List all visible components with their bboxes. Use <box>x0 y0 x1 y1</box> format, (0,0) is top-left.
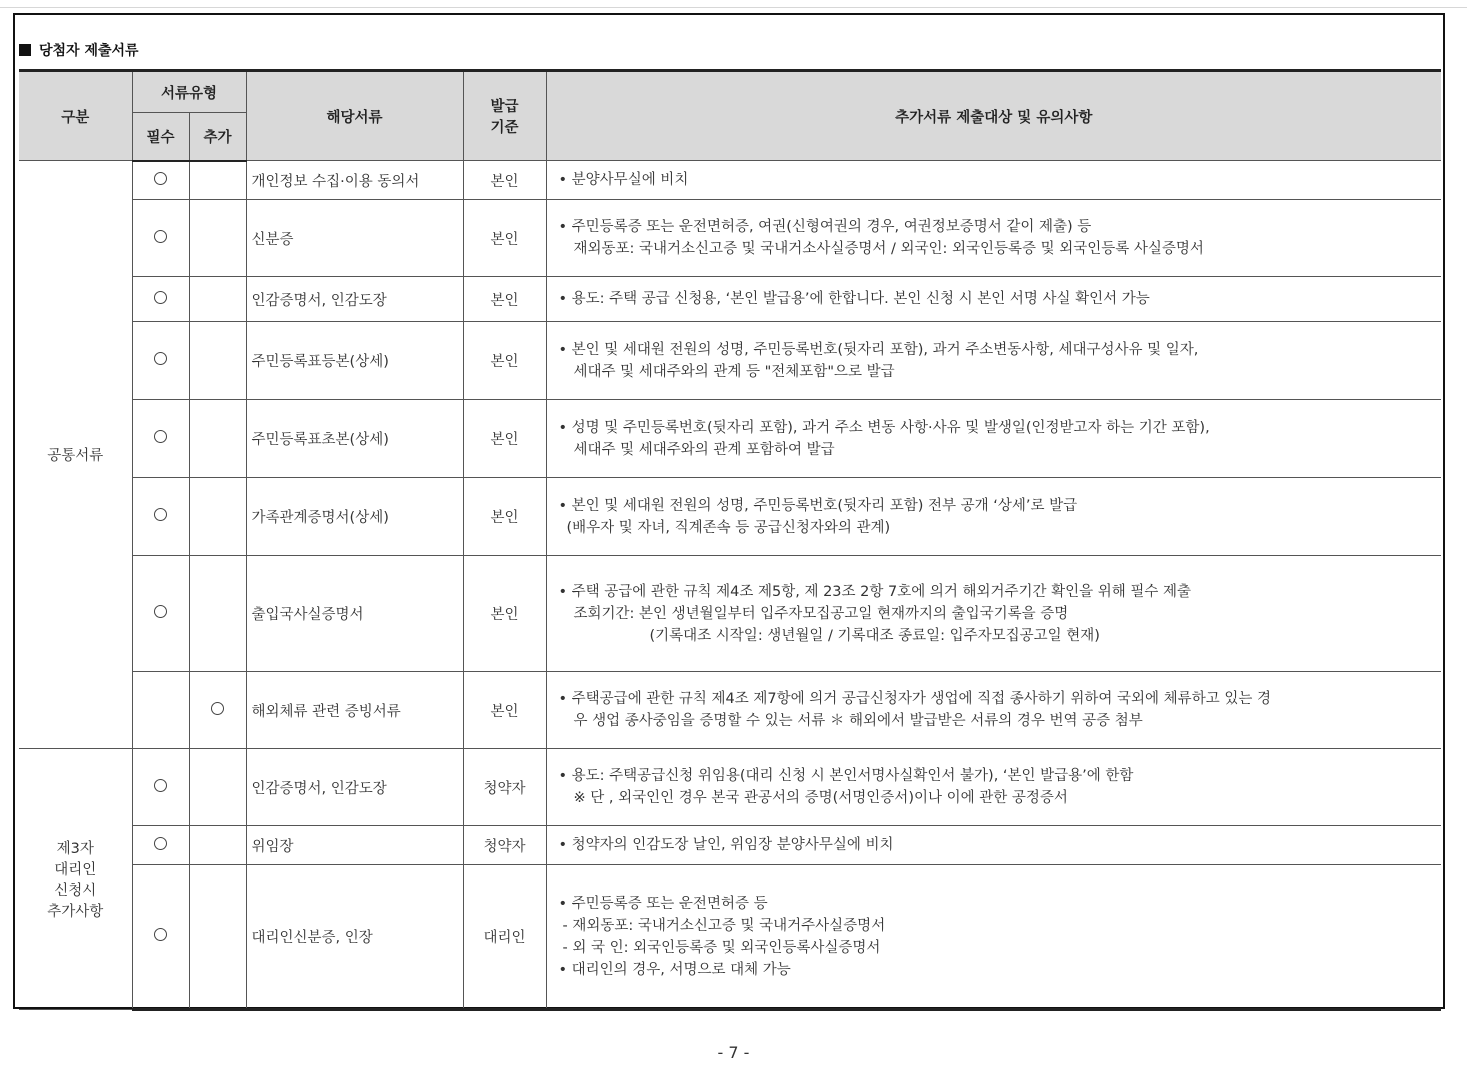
document-name: 인감증명서, 인감도장 <box>246 749 463 826</box>
circle-mark-icon <box>211 702 224 715</box>
additional-mark <box>189 672 246 749</box>
table-row <box>19 478 1441 556</box>
issue-basis: 본인 <box>463 277 546 322</box>
notes-cell: • 본인 및 세대원 전원의 성명, 주민등록번호(뒷자리 포함), 과거 주소변동사항, 세대구성사유 및 일자, 세대주 및 세대주와의 관계 등 "전체포함"으로 발급 <box>546 322 1441 400</box>
table-row <box>19 865 1441 1010</box>
required-mark <box>132 277 189 322</box>
circle-mark-icon <box>154 430 167 443</box>
document-name: 대리인신분증, 인장 <box>246 865 463 1010</box>
header-notes: 추가서류 제출대상 및 유의사항 <box>546 71 1441 161</box>
notes-cell: • 용도: 주택공급신청 위임용(대리 신청 시 본인서명사실확인서 불가), ‘본인 발급용’에 한함 ※ 단 , 외국인인 경우 본국 관공서의 증명(서명인증서)이나 이에 관한 공정증서 <box>546 749 1441 826</box>
table-row <box>19 749 1441 826</box>
notes-cell: • 주민등록증 또는 운전면허증, 여권(신형여권의 경우, 여권정보증명서 같이 제출) 등 재외동포: 국내거소신고증 및 국내거소사실증명서 / 외국인: 외국인등록증 및 외국인등록 사실증명서 <box>546 200 1441 277</box>
circle-mark-icon <box>154 172 167 185</box>
document-name: 인감증명서, 인감도장 <box>246 277 463 322</box>
additional-mark <box>189 200 246 277</box>
circle-mark-icon <box>154 352 167 365</box>
circle-mark-icon <box>154 779 167 792</box>
issue-basis: 본인 <box>463 478 546 556</box>
required-mark <box>132 826 189 865</box>
circle-mark-icon <box>154 605 167 618</box>
section-title: 당첨자 제출서류 <box>19 40 139 60</box>
circle-mark-icon <box>154 508 167 521</box>
header-required: 필수 <box>132 113 189 161</box>
issue-basis: 본인 <box>463 161 546 200</box>
group-common: 공통서류 <box>19 161 132 749</box>
circle-mark-icon <box>154 837 167 850</box>
notes-cell: • 주민등록증 또는 운전면허증 등 - 재외동포: 국내거소신고증 및 국내거주사실증명서 - 외 국 인: 외국인등록증 및 외국인등록사실증명서 • 대리인의 경우, 서명으로 대체 가능 <box>546 865 1441 1010</box>
table-row <box>19 161 1441 200</box>
top-divider <box>0 7 1467 8</box>
circle-mark-icon <box>154 291 167 304</box>
notes-cell: • 용도: 주택 공급 신청용, ‘본인 발급용’에 한합니다. 본인 신청 시 본인 서명 사실 확인서 가능 <box>546 277 1441 322</box>
required-mark <box>132 672 189 749</box>
document-name: 위임장 <box>246 826 463 865</box>
additional-mark <box>189 277 246 322</box>
table-row <box>19 322 1441 400</box>
additional-mark <box>189 478 246 556</box>
issue-basis: 본인 <box>463 322 546 400</box>
circle-mark-icon <box>154 230 167 243</box>
notes-cell: • 주택공급에 관한 규칙 제4조 제7항에 의거 공급신청자가 생업에 직접 종사하기 위하여 국외에 체류하고 있는 경 우 생업 종사중임을 증명할 수 있는 서류 ＊ 해외에서 발급받은 서류의 경우 번역 공증 첨부 <box>546 672 1441 749</box>
notes-cell: • 성명 및 주민등록번호(뒷자리 포함), 과거 주소 변동 사항·사유 및 발생일(인정받고자 하는 기간 포함), 세대주 및 세대주와의 관계 포함하여 발급 <box>546 400 1441 478</box>
issue-basis: 청약자 <box>463 826 546 865</box>
header-issue-basis: 발급 기준 <box>463 71 546 161</box>
issue-basis: 본인 <box>463 556 546 672</box>
document-name: 출입국사실증명서 <box>246 556 463 672</box>
document-name: 개인정보 수집·이용 동의서 <box>246 161 463 200</box>
additional-mark <box>189 556 246 672</box>
header-additional: 추가 <box>189 113 246 161</box>
additional-mark <box>189 322 246 400</box>
additional-mark <box>189 161 246 200</box>
additional-mark <box>189 865 246 1010</box>
required-mark <box>132 478 189 556</box>
required-mark <box>132 322 189 400</box>
page-number: - 7 - <box>717 1043 750 1062</box>
group-proxy: 제3자 대리인 신청시 추가사항 <box>19 749 132 1010</box>
table-row <box>19 672 1441 749</box>
header-category: 구분 <box>19 71 132 161</box>
additional-mark <box>189 400 246 478</box>
issue-basis: 대리인 <box>463 865 546 1010</box>
document-name: 가족관계증명서(상세) <box>246 478 463 556</box>
notes-cell: • 주택 공급에 관한 규칙 제4조 제5항, 제 23조 2항 7호에 의거 해외거주기간 확인을 위해 필수 제출 조회기간: 본인 생년월일부터 입주자모집공고일 현재까지의 출입국기록을 증명 (기록대조 시작일: 생년월일 / 기록대조 종료일: 입주자모집공고일 현재) <box>546 556 1441 672</box>
table-row <box>19 556 1441 672</box>
required-mark <box>132 749 189 826</box>
documents-table <box>19 69 1441 1011</box>
table-row <box>19 277 1441 322</box>
notes-cell: • 본인 및 세대원 전원의 성명, 주민등록번호(뒷자리 포함) 전부 공개 ‘상세’로 발급 (배우자 및 자녀, 직계존속 등 공급신청자와의 관계) <box>546 478 1441 556</box>
required-mark <box>132 161 189 200</box>
table-row <box>19 826 1441 865</box>
square-bullet-icon <box>19 44 31 56</box>
circle-mark-icon <box>154 928 167 941</box>
notes-cell: • 분양사무실에 비치 <box>546 161 1441 200</box>
additional-mark <box>189 826 246 865</box>
required-mark <box>132 200 189 277</box>
header-document: 해당서류 <box>246 71 463 161</box>
notes-cell: • 청약자의 인감도장 날인, 위임장 분양사무실에 비치 <box>546 826 1441 865</box>
issue-basis: 본인 <box>463 200 546 277</box>
document-name: 주민등록표등본(상세) <box>246 322 463 400</box>
document-name: 신분증 <box>246 200 463 277</box>
document-name: 주민등록표초본(상세) <box>246 400 463 478</box>
issue-basis: 청약자 <box>463 749 546 826</box>
required-mark <box>132 865 189 1010</box>
required-mark <box>132 400 189 478</box>
required-mark <box>132 556 189 672</box>
document-name: 해외체류 관련 증빙서류 <box>246 672 463 749</box>
additional-mark <box>189 749 246 826</box>
header-doc-type: 서류유형 <box>132 71 246 113</box>
issue-basis: 본인 <box>463 672 546 749</box>
table-row <box>19 200 1441 277</box>
issue-basis: 본인 <box>463 400 546 478</box>
table-row <box>19 400 1441 478</box>
